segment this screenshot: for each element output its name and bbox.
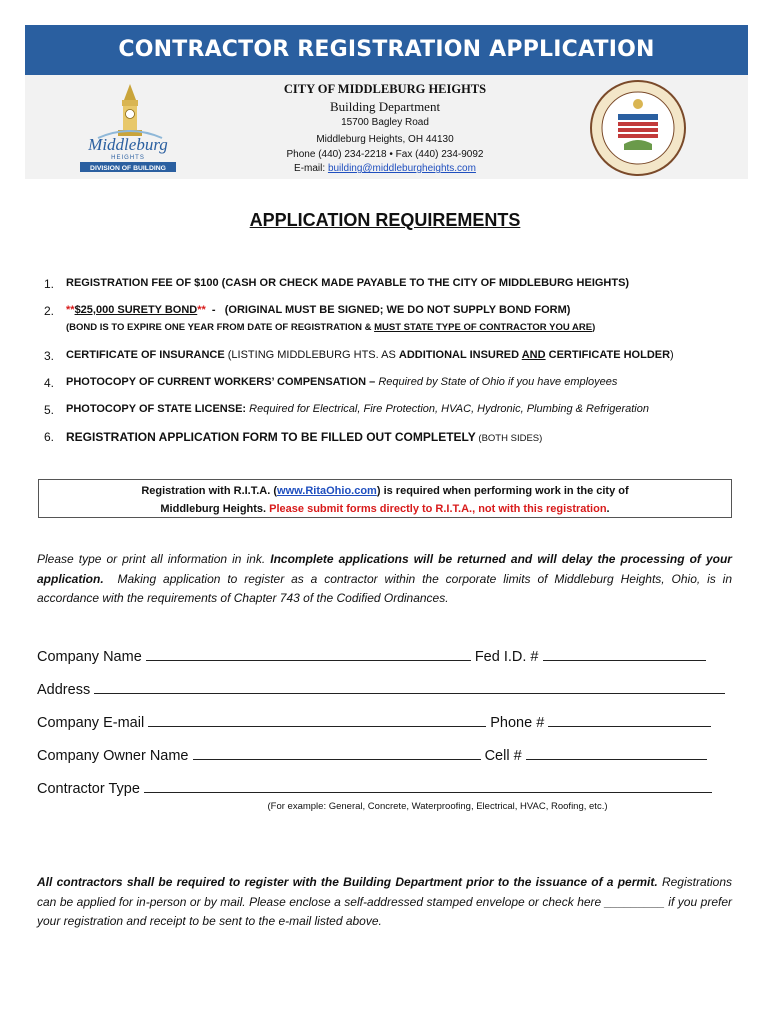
city-name: CITY OF MIDDLEBURG HEIGHTS <box>283 82 487 96</box>
company-name-row <box>37 648 732 665</box>
contractor-type-example: (For example: General, Concrete, Waterproofing, Electrical, HVAC, Roofing, etc.) <box>267 801 608 812</box>
phone-fax: Phone (440) 234-2218 • Fax (440) 234-9092 <box>286 149 484 160</box>
company-email-label: Company E-mail <box>37 715 145 731</box>
intro-paragraph: Please type or print all information in ink. Incomplete applications will be returned and will delay the processing of your application. Making application to register as a contractor within the corporate limits of Middleburg Heights, Ohio, is in accordance with the requirements of Chapter 743 of the Codified Ordinances. <box>37 552 736 605</box>
page-title: CONTRACTOR REGISTRATION APPLICATION <box>25 25 748 75</box>
email-label: E-mail: <box>294 163 328 174</box>
email-link[interactable]: building@middleburgheights.com <box>327 163 476 174</box>
company-name-field[interactable] <box>146 648 471 661</box>
middleburg-logo-icon <box>58 80 188 175</box>
fed-id-field[interactable] <box>543 648 706 661</box>
svg-text:Middleburg: Middleburg <box>88 135 168 154</box>
contractor-type-label: Contractor Type <box>37 781 140 797</box>
item-number: 4. <box>44 376 55 390</box>
item-number: 3. <box>44 349 55 363</box>
svg-text:DIVISION OF BUILDING: DIVISION OF BUILDING <box>90 165 166 172</box>
item-text: PHOTOCOPY OF CURRENT WORKERS’ COMPENSATION – Required by State of Ohio if you have employees <box>66 376 618 388</box>
email-line <box>235 163 535 174</box>
company-email-row <box>37 714 732 731</box>
owner-name-row <box>37 747 732 764</box>
contractor-type-row <box>37 780 732 797</box>
phone-label: Phone # <box>490 715 545 731</box>
owner-name-label: Company Owner Name <box>37 748 189 764</box>
rita-link[interactable]: www.RitaOhio.com <box>277 485 377 497</box>
company-email-field[interactable] <box>148 714 486 727</box>
address-label: Address <box>37 682 91 698</box>
cell-field[interactable] <box>526 747 707 760</box>
email-preference-checkbox[interactable]: _________ <box>604 894 665 909</box>
address-field[interactable] <box>94 681 725 694</box>
item-text: PHOTOCOPY OF STATE LICENSE: Required for Electrical, Fire Protection, HVAC, Hydronic, Plumbing & Refrigeration <box>66 403 649 415</box>
item-number: 6. <box>44 430 55 444</box>
item-text: REGISTRATION FEE OF $100 (CASH OR CHECK MADE PAYABLE TO THE CITY OF MIDDLEBURG HEIGHTS) <box>66 277 630 289</box>
owner-name-field[interactable] <box>193 747 481 760</box>
item-text: (BOND IS TO EXPIRE ONE YEAR FROM DATE OF REGISTRATION & MUST STATE TYPE OF CONTRACTOR YOU ARE) <box>66 322 596 333</box>
company-name-label: Company Name <box>37 649 142 665</box>
svg-text:HEIGHTS: HEIGHTS <box>111 155 145 161</box>
rita-notice: Registration with R.I.T.A. (www.RitaOhio.com) is required when performing work in the city of Middleburg Heights. Please submit forms directly to R.I.T.A., not with this registration. <box>38 479 732 518</box>
item-number: 1. <box>44 277 55 291</box>
address-line-2: Middleburg Heights, OH 44130 <box>316 134 454 145</box>
item-text: **$25,000 SURETY BOND** - (ORIGINAL MUST BE SIGNED; WE DO NOT SUPPLY BOND FORM) <box>66 304 571 316</box>
contractor-type-field[interactable] <box>144 780 712 793</box>
phone-field[interactable] <box>548 714 711 727</box>
cell-label: Cell # <box>484 748 522 764</box>
item-text: CERTIFICATE OF INSURANCE (LISTING MIDDLEBURG HTS. AS ADDITIONAL INSURED AND CERTIFICATE HOLDER) <box>66 349 674 361</box>
address-line-1: 15700 Bagley Road <box>341 117 429 128</box>
item-number: 2. <box>44 304 55 318</box>
item-number: 5. <box>44 403 55 417</box>
item-text: REGISTRATION APPLICATION FORM TO BE FILLED OUT COMPLETELY (BOTH SIDES) <box>66 430 543 444</box>
requirements-heading: APPLICATION REQUIREMENTS <box>249 210 521 230</box>
city-seal-icon <box>588 78 688 178</box>
department-name: Building Department <box>329 99 441 114</box>
fed-id-label: Fed I.D. # <box>474 649 539 665</box>
closing-paragraph: All contractors shall be required to register with the Building Department prior to the issuance of a permit. Registrations can be applied for in-person or by mail. Please enclose a self-addressed stamped envelope or check here _________ if you prefer your registration and receipt to be sent to the e-mail listed above. <box>37 875 732 928</box>
address-row <box>37 681 732 698</box>
